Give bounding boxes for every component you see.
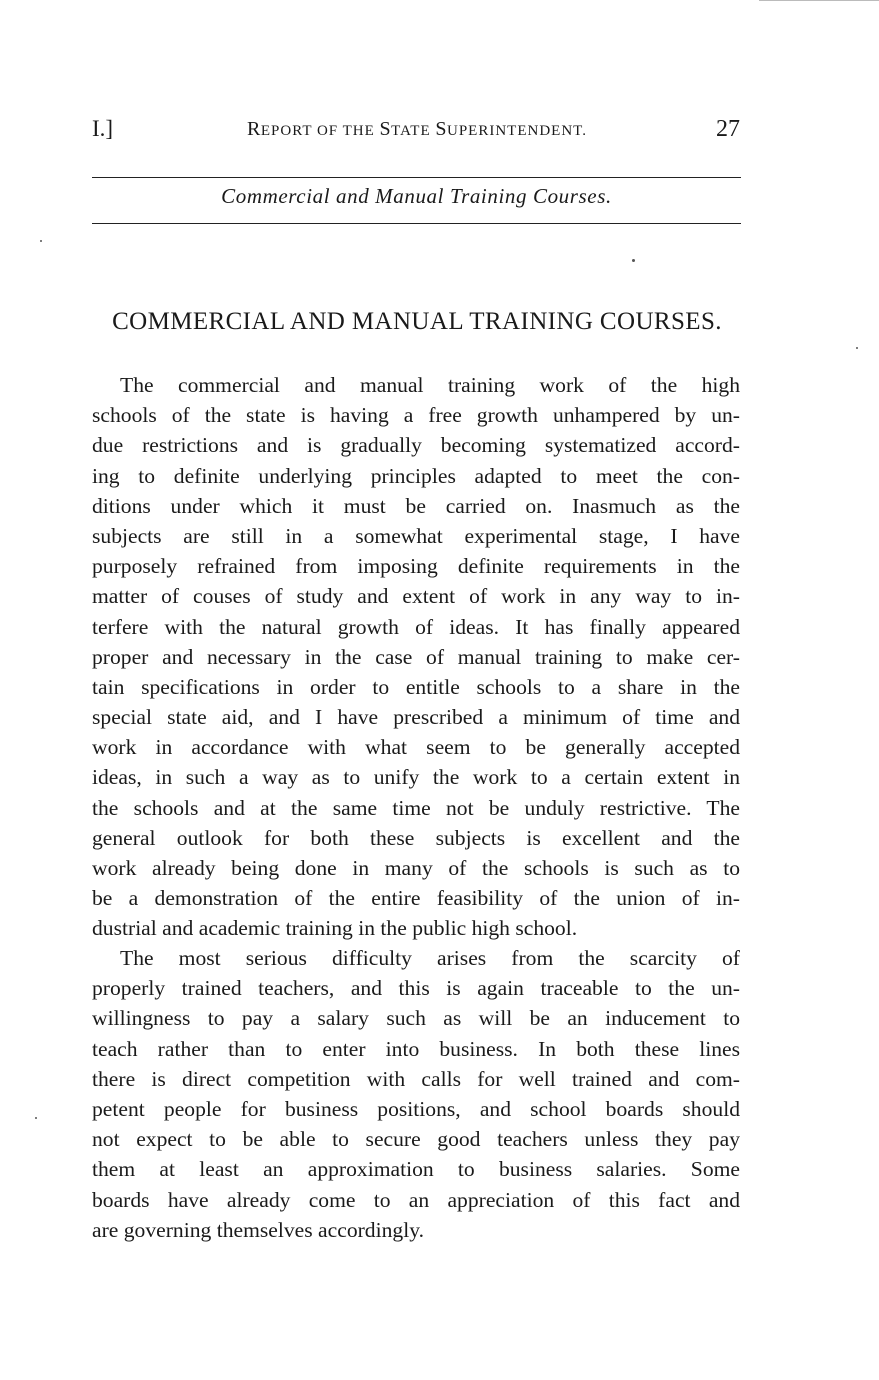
running-title-part-1: EPORT OF THE <box>260 123 380 139</box>
text-line: ditions under which it must be carried on. Inasmuch as the <box>92 493 740 518</box>
running-title <box>92 118 742 141</box>
text-line: matter of couses of study and extent of work in any way to in- <box>92 584 740 609</box>
text-line: The commercial and manual training work of the high <box>120 373 740 397</box>
ink-speck <box>856 347 858 349</box>
text-line: ing to definite underlying principles adapted to meet the con- <box>92 463 740 488</box>
text-line: purposely refrained from imposing definite requirements in the <box>92 554 740 579</box>
text-line: willingness to pay a salary such as will be an inducement to <box>92 1006 740 1031</box>
text-line: proper and necessary in the case of manual training to make cer- <box>92 644 740 669</box>
text-line: general outlook for both these subjects is excellent and the <box>92 825 740 850</box>
section-number: I.] <box>92 116 114 141</box>
text-line: due restrictions and is gradually becoming systematized accord- <box>92 433 740 458</box>
text-line: ideas, in such a way as to unify the work to a certain extent in <box>92 765 740 790</box>
text-line: not expect to be able to secure good teachers unless they pay <box>92 1127 740 1152</box>
text-line: properly trained teachers, and this is again traceable to the un- <box>92 976 740 1001</box>
ink-speck <box>632 259 635 262</box>
text-line: them at least an approximation to business salaries. Some <box>92 1157 740 1182</box>
running-title-initial-3: S <box>435 118 447 140</box>
text-line: petent people for business positions, and school boards should <box>92 1096 740 1121</box>
section-heading: COMMERCIAL AND MANUAL TRAINING COURSES. <box>112 308 722 335</box>
text-line: be a demonstration of the entire feasibility of the union of in- <box>92 886 740 911</box>
text-line: teach rather than to enter into business. In both these lines <box>92 1036 740 1061</box>
running-title-initial-2: S <box>379 118 392 140</box>
paragraph-1 <box>92 370 740 944</box>
text-line: work already being done in many of the schools is such as to <box>92 856 740 880</box>
ink-speck <box>40 240 42 242</box>
text-line: tain specifications in order to entitle schools to a share in the <box>92 674 740 699</box>
text-line: the schools and at the same time not be unduly restrictive. The <box>92 795 740 820</box>
text-line: are governing themselves accordingly. <box>92 1217 424 1242</box>
text-line: work in accordance with what seem to be generally accepted <box>92 735 740 760</box>
text-line: special state aid, and I have prescribed a minimum of time and <box>92 705 740 730</box>
running-header <box>92 114 742 144</box>
ink-speck <box>35 1117 37 1119</box>
text-line: dustrial and academic training in the public high school. <box>92 916 578 941</box>
text-line: The most serious difficulty arises from the scarcity of <box>120 946 740 970</box>
running-subtitle: Commercial and Manual Training Courses. <box>221 184 612 208</box>
running-title-initial-1: R <box>247 118 261 140</box>
scan-edge-line <box>759 0 879 1</box>
text-line: subjects are still in a somewhat experimental stage, I have <box>92 523 740 548</box>
page-number: 27 <box>716 116 740 142</box>
text-line: schools of the state is having a free growth unhampered by un- <box>92 403 740 428</box>
header-rule-bottom <box>92 223 741 224</box>
paragraph-2 <box>92 943 740 1245</box>
text-line: boards have already come to an appreciation of this fact and <box>92 1187 740 1212</box>
text-line: terfere with the natural growth of ideas. It has finally appeared <box>92 614 740 639</box>
running-title-part-2: TATE <box>391 123 436 139</box>
header-rule-top <box>92 177 741 178</box>
text-line: there is direct competition with calls for well trained and com- <box>92 1066 740 1091</box>
running-title-part-3: UPERINTENDENT. <box>447 123 587 139</box>
